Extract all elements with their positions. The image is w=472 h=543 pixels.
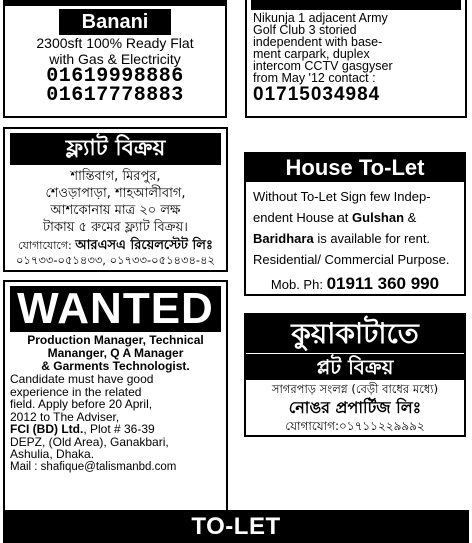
ad-phone: ০১৭৩৩-০৫১৪৩৩, ০১৭৩৩-০৫১৪৩৪-৪২	[15, 253, 216, 267]
ad-contact	[246, 272, 464, 296]
ad-contact	[5, 238, 226, 253]
ad-location-label: Banani	[59, 9, 171, 35]
ad-body	[247, 10, 465, 105]
ad-text-line: Ashulia, Dhaka.	[10, 447, 95, 461]
ad-text-line: Production Manager, Technical	[27, 333, 204, 347]
ad-positions	[5, 334, 226, 373]
ad-phone: 01619998886	[46, 65, 184, 88]
ad-text: , Plot # 36-39	[83, 422, 155, 436]
ad-text-line: 2300sft 100% Ready Flat	[36, 35, 194, 51]
ad-text-line: DEPZ, (Old Area), Ganakbari,	[10, 434, 169, 449]
ad-text-line: ment carpark, duplex	[253, 47, 370, 61]
ad-to-let-nikunja	[245, 0, 467, 118]
to-let-section-banner	[3, 510, 469, 543]
ad-phone: 01617778883	[46, 84, 184, 107]
ad-company: নোঙর প্রপার্টিজ লিঃ	[288, 398, 422, 417]
ad-text-line: টাকায় ৫ রুমের ফ্ল্যাট বিক্রয়।	[43, 220, 188, 235]
ad-company: FCI (BD) Ltd.	[10, 422, 84, 436]
ad-text-line: শান্তিবাগ, মিরপুর,	[70, 169, 161, 184]
ad-text: is available for rent. Residential/ Commercial Purpose.	[253, 231, 450, 267]
ad-header-strip	[251, 0, 461, 10]
ad-text-line: সাগরপাড় সংলগ্ন (বেড়ী বাধের মধ্যে)	[271, 382, 439, 396]
ad-text-line: Candidate must have good	[10, 372, 154, 386]
ad-phone: 01911 360 990	[326, 274, 440, 293]
ad-text-line: শেওড়াপাড়া, শাহআলীবাগ,	[45, 186, 186, 201]
ad-text-line: আশকোনায় মাত্র ২০ লক্ষ	[50, 203, 181, 218]
ad-wanted	[3, 280, 228, 524]
ad-text-line: Mananger, Q A Manager	[47, 346, 184, 360]
ad-text: Without To-Let Sign few Indep-endent House at	[253, 189, 431, 225]
ad-headline: WANTED	[10, 286, 221, 332]
ad-body	[246, 182, 464, 270]
ad-text-line: & Garments Technologist.	[41, 359, 190, 373]
section-title: TO-LET	[191, 513, 281, 540]
ad-text-line: from May '12 contact :	[253, 71, 376, 85]
ad-headline: House To-Let	[246, 154, 464, 182]
ad-flat-sale-banani	[3, 0, 227, 118]
ad-flat-sale-bangla	[3, 127, 228, 272]
ad-contact: যোগাযোগ:০১৭১১২২৯৯৯২	[285, 419, 425, 433]
ad-text-line: 2012 to The Adviser,	[10, 409, 120, 424]
ad-contact-label: Mob. Ph:	[270, 277, 323, 292]
ad-header-strip	[5, 0, 225, 6]
ad-subheadline: প্লট বিক্রয়	[246, 353, 464, 380]
ad-text-line: with Gas & Electricity	[49, 51, 181, 67]
ad-house-to-let	[244, 152, 466, 296]
ad-company: আরএসএ রিয়েলস্টেট লিঃ	[75, 238, 213, 253]
ad-headline: কুয়াকাটাতে	[246, 315, 464, 353]
ad-text-line: field. Apply before 20 April,	[10, 397, 153, 411]
ad-text: &	[404, 210, 417, 225]
ad-location-label: Gulshan	[352, 210, 405, 225]
ad-text-line: intercom CCTV gasgyser	[253, 59, 393, 73]
ad-text-line: Nikunja 1 adjacent Army	[253, 11, 388, 25]
ad-location-label: Baridhara	[253, 231, 314, 246]
ad-email: Mail : shafique@talismanbd.com	[10, 460, 177, 473]
ad-contact-label: যোগাযোগে:	[18, 239, 72, 252]
ad-address-line	[10, 423, 221, 436]
ad-headline: ফ্ল্যাট বিক্রয়	[10, 133, 221, 165]
ad-phone: 01715034984	[253, 84, 381, 105]
ad-text-line: independent with base-	[253, 35, 383, 49]
ad-text-line: experience in the related	[10, 384, 142, 399]
ad-text-line: Golf Club 3 storied	[253, 23, 357, 37]
ad-kuakata-plot	[244, 313, 466, 437]
ad-body	[5, 373, 226, 461]
